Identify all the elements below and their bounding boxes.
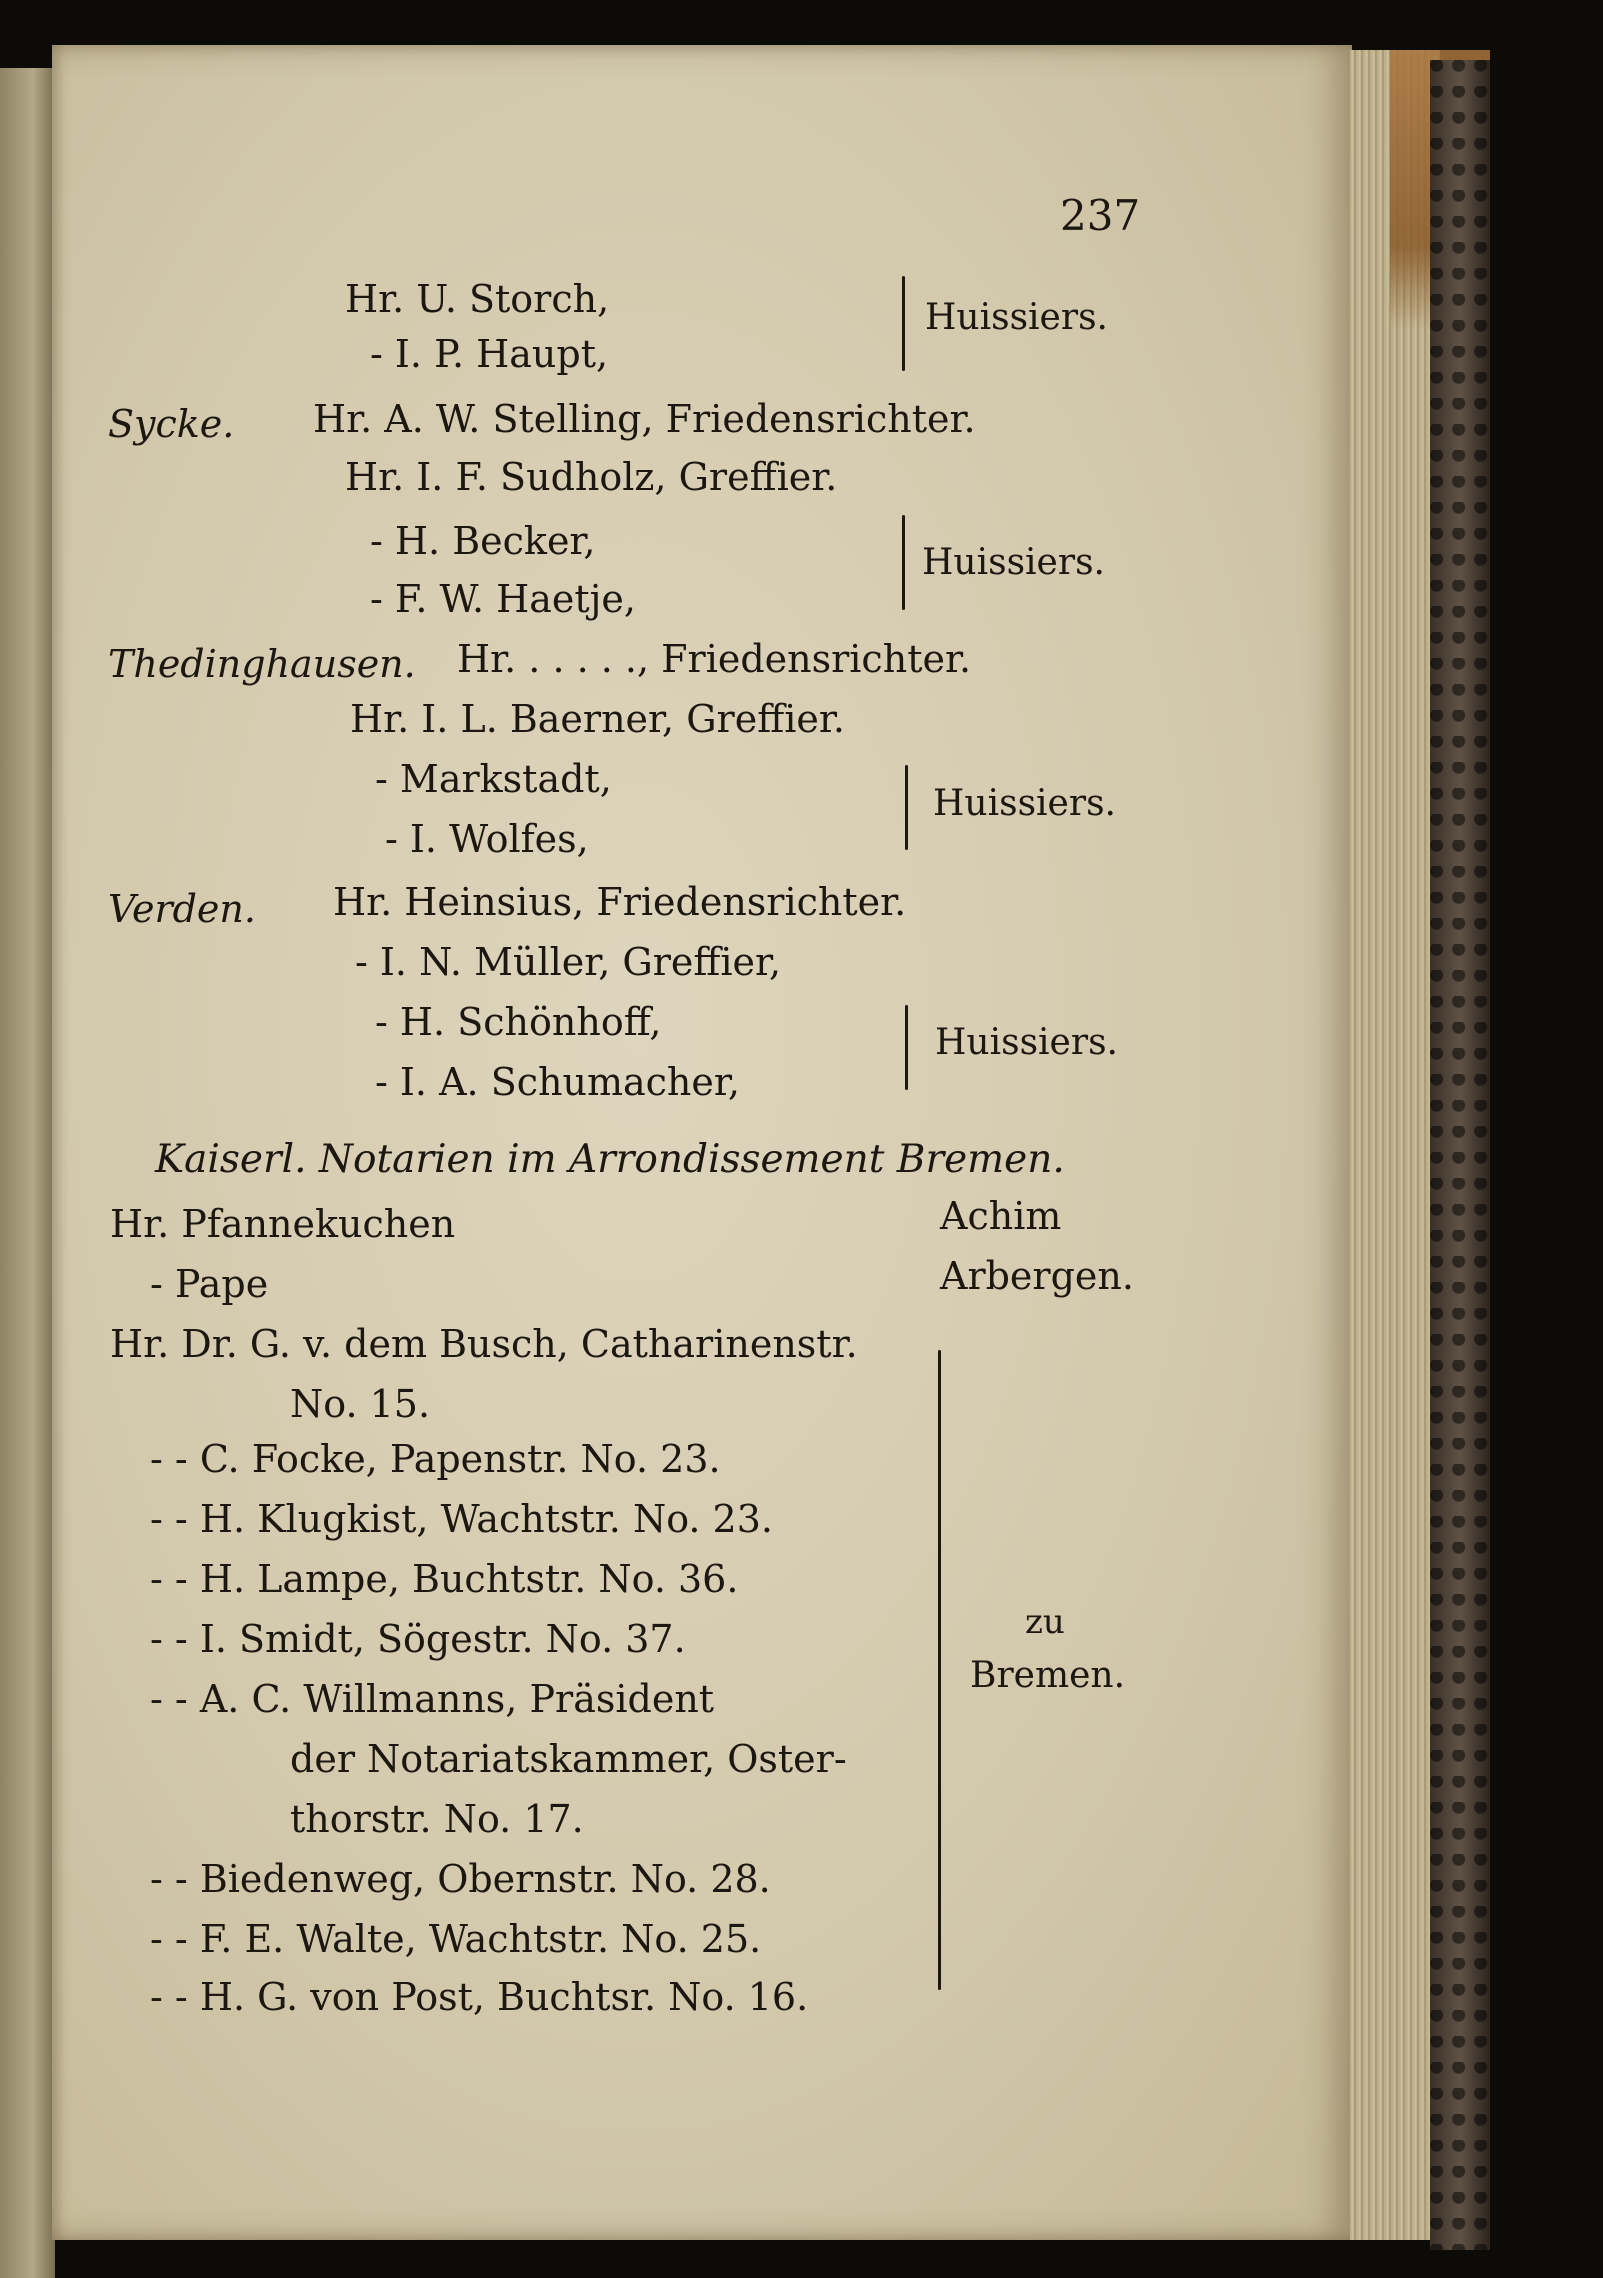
place-arbergen: Arbergen. bbox=[940, 1254, 1134, 1298]
entry-vacant: Hr. . . . . ., Friedensrichter. bbox=[457, 637, 972, 681]
large-brace bbox=[938, 1350, 941, 1990]
entry-baerner: Hr. I. L. Baerner, Greffier. bbox=[350, 697, 845, 741]
notary-busch: Hr. Dr. G. v. dem Busch, Catharinenstr. bbox=[110, 1322, 858, 1366]
place-thedinghausen: Thedinghausen. bbox=[108, 642, 416, 686]
place-verden: Verden. bbox=[108, 887, 256, 931]
entry-haupt: - I. P. Haupt, bbox=[370, 332, 609, 376]
page-number: 237 bbox=[1060, 191, 1141, 240]
place-sycke: Sycke. bbox=[108, 402, 235, 446]
notary-post: - - H. G. von Post, Buchtsr. No. 16. bbox=[150, 1975, 809, 2019]
huissiers-label: Huissiers. bbox=[933, 783, 1116, 824]
notary-biedenweg: - - Biedenweg, Obernstr. No. 28. bbox=[150, 1857, 771, 1901]
entry-wolfes: - I. Wolfes, bbox=[385, 817, 589, 861]
entry-storch: Hr. U. Storch, bbox=[345, 277, 610, 321]
entry-sudholz: Hr. I. F. Sudholz, Greffier. bbox=[345, 455, 838, 499]
brace bbox=[905, 1005, 908, 1090]
page-edges bbox=[1350, 50, 1440, 2240]
notary-lampe: - - H. Lampe, Buchtstr. No. 36. bbox=[150, 1557, 739, 1601]
brace bbox=[902, 276, 905, 371]
notary-willmanns: - - A. C. Willmanns, Präsident bbox=[150, 1677, 715, 1721]
entry-stelling: Hr. A. W. Stelling, Friedensrichter. bbox=[313, 397, 976, 441]
notary-walte: - - F. E. Walte, Wachtstr. No. 25. bbox=[150, 1917, 762, 1961]
notary-pape: - Pape bbox=[150, 1262, 269, 1306]
notary-klugkist: - - H. Klugkist, Wachtstr. No. 23. bbox=[150, 1497, 773, 1541]
marbled-cover bbox=[1430, 60, 1490, 2250]
entry-becker: - H. Becker, bbox=[370, 519, 596, 563]
entry-mueller: - I. N. Müller, Greffier, bbox=[355, 940, 782, 984]
notary-pfannekuchen: Hr. Pfannekuchen bbox=[110, 1202, 456, 1246]
entry-schumacher: - I. A. Schumacher, bbox=[375, 1060, 740, 1104]
place-achim: Achim bbox=[940, 1194, 1062, 1238]
brace bbox=[902, 515, 905, 610]
notary-willmanns-address: thorstr. No. 17. bbox=[290, 1797, 584, 1841]
notary-busch-address: No. 15. bbox=[290, 1382, 431, 1426]
brace bbox=[905, 765, 908, 850]
huissiers-label: Huissiers. bbox=[922, 542, 1105, 583]
huissiers-label: Huissiers. bbox=[935, 1022, 1118, 1063]
entry-haetje: - F. W. Haetje, bbox=[370, 577, 636, 621]
entry-schoenhoff: - H. Schönhoff, bbox=[375, 1000, 662, 1044]
notary-willmanns-cont: der Notariatskammer, Oster- bbox=[290, 1737, 847, 1781]
notary-smidt: - - I. Smidt, Sögestr. No. 37. bbox=[150, 1617, 686, 1661]
section-heading: Kaiserl. Notarien im Arrondissement Bremen. bbox=[155, 1137, 1065, 1182]
huissiers-label: Huissiers. bbox=[925, 297, 1108, 338]
entry-heinsius: Hr. Heinsius, Friedensrichter. bbox=[333, 880, 907, 924]
label-bremen: Bremen. bbox=[970, 1655, 1126, 1696]
entry-markstadt: - Markstadt, bbox=[375, 757, 612, 801]
label-zu: zu bbox=[1025, 1602, 1065, 1642]
left-page-edge bbox=[0, 68, 55, 2278]
notary-focke: - - C. Focke, Papenstr. No. 23. bbox=[150, 1437, 721, 1481]
